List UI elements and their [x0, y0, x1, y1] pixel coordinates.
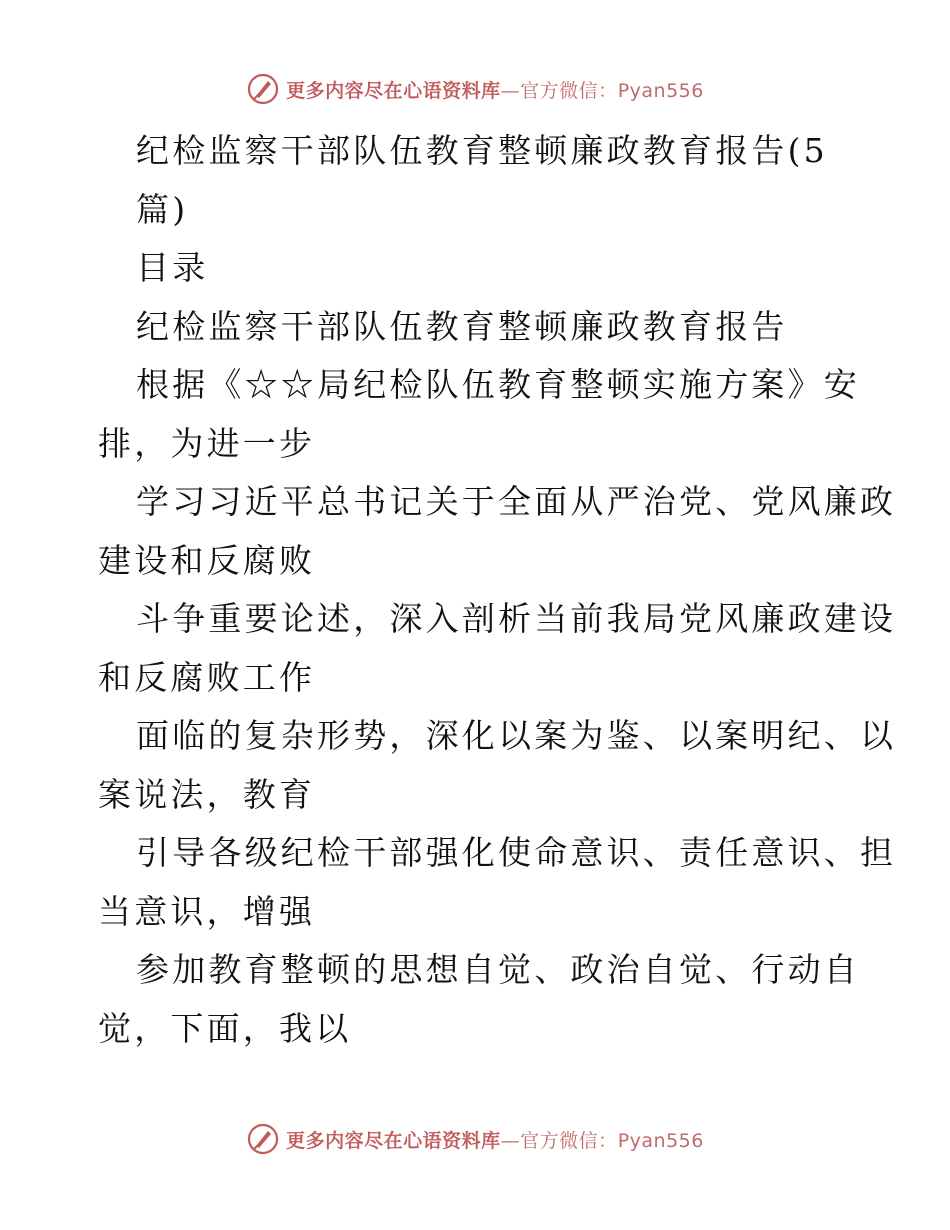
watermark-wechat-id: Pyan556 — [617, 1129, 704, 1152]
paragraph-line: 引导各级纪检干部强化使命意识、责任意识、担 — [136, 833, 897, 872]
paragraph-line: 建设和反腐败 — [98, 540, 316, 580]
paragraph-line: 觉，下面，我以 — [98, 1008, 352, 1048]
paragraph-line: 和反腐败工作 — [98, 657, 316, 697]
watermark-contact-label: —官方微信： — [500, 1129, 618, 1152]
quill-pen-logo-icon — [246, 1122, 280, 1156]
paragraph-line: 参加教育整顿的思想自觉、政治自觉、行动自 — [136, 950, 860, 989]
toc-heading: 目录 — [136, 248, 209, 287]
watermark-contact-label: —官方微信： — [500, 79, 618, 102]
watermark-brand: 更多内容尽在心语资料库 — [286, 1129, 501, 1152]
paragraph-line: 根据《☆☆局纪检队伍教育整顿实施方案》安 — [136, 365, 860, 404]
doc-title-line: 篇) — [136, 189, 189, 229]
header-watermark — [0, 72, 950, 106]
doc-title-line: 纪检监察干部队伍教育整顿廉政教育报告(5 — [136, 131, 828, 170]
watermark-text — [286, 1126, 704, 1153]
paragraph-line: 斗争重要论述，深入剖析当前我局党风廉政建设 — [136, 599, 897, 638]
document-body — [98, 122, 897, 1058]
quill-pen-logo-icon — [246, 72, 280, 106]
footer-watermark — [0, 1122, 950, 1156]
watermark-text — [286, 76, 704, 103]
section-title: 纪检监察干部队伍教育整顿廉政教育报告 — [136, 306, 788, 346]
paragraph-line: 排，为进一步 — [98, 423, 316, 463]
paragraph-line: 当意识，增强 — [98, 891, 316, 931]
paragraph-line: 学习习近平总书记关于全面从严治党、党风廉政 — [136, 482, 897, 521]
watermark-wechat-id: Pyan556 — [617, 79, 704, 102]
paragraph-line: 面临的复杂形势，深化以案为鉴、以案明纪、以 — [136, 716, 897, 755]
paragraph-line: 案说法，教育 — [98, 774, 316, 814]
watermark-brand: 更多内容尽在心语资料库 — [286, 79, 501, 102]
